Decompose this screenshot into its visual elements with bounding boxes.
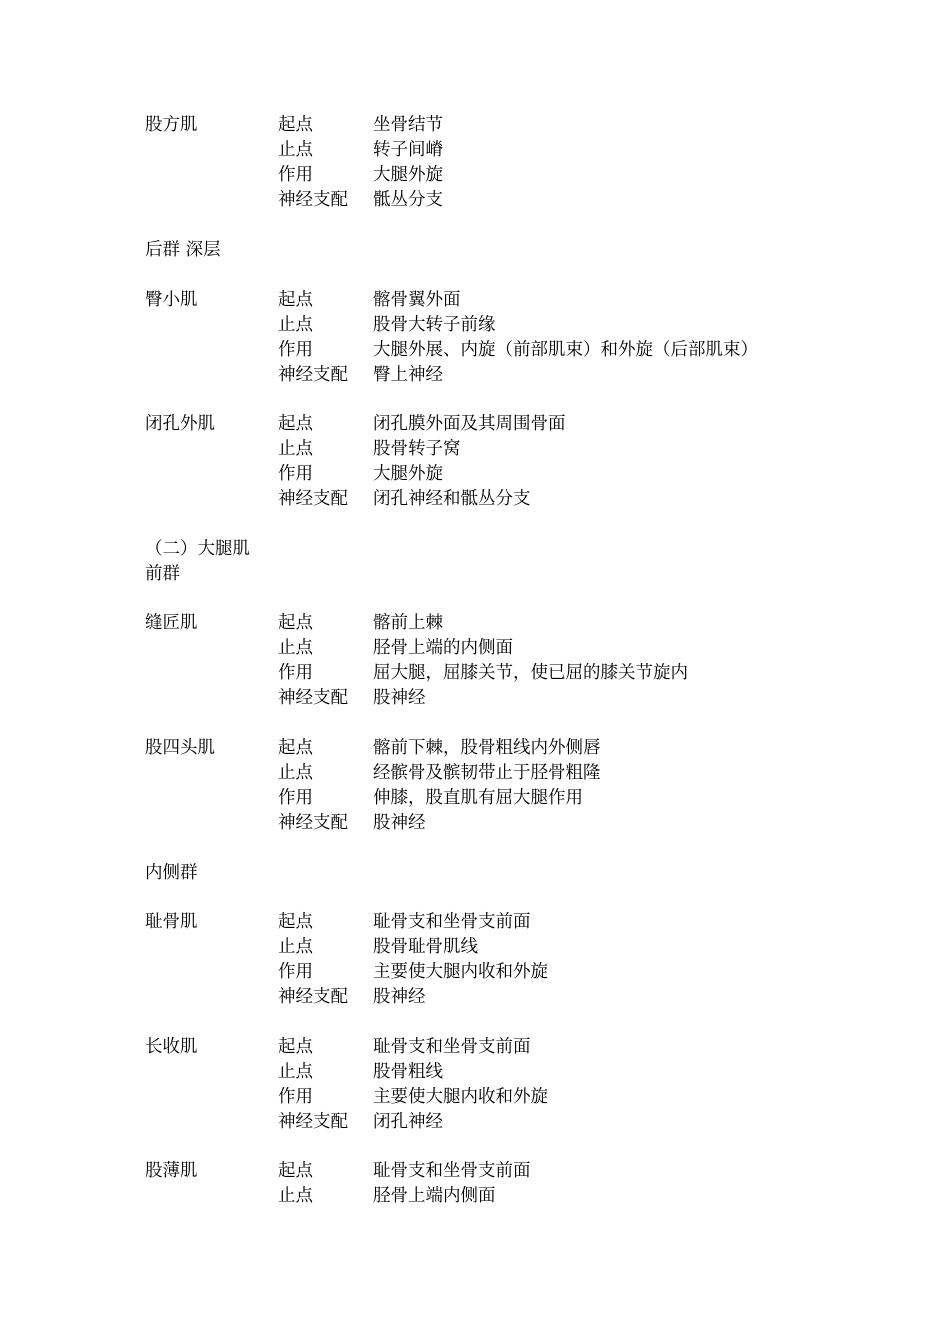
attribute-label: 起点 [278, 1037, 313, 1057]
attribute-label: 起点 [278, 414, 313, 434]
attribute-value: 髂前下棘，股骨粗线内外侧唇 [373, 738, 601, 758]
attribute-label: 起点 [278, 738, 313, 758]
muscle-name: 长收肌 [145, 1037, 198, 1057]
attribute-value: 耻骨支和坐骨支前面 [373, 1161, 531, 1181]
attribute-value: 股骨大转子前缘 [373, 315, 496, 335]
muscle-name: 闭孔外肌 [145, 414, 215, 434]
attribute-label: 起点 [278, 613, 313, 633]
attribute-value: 耻骨支和坐骨支前面 [373, 912, 531, 932]
attribute-label: 止点 [278, 763, 313, 783]
attribute-value: 主要使大腿内收和外旋 [373, 962, 548, 982]
attribute-value: 胫骨上端的内侧面 [373, 638, 513, 658]
attribute-label: 作用 [278, 1087, 313, 1107]
section-heading: （二）大腿肌 [145, 539, 250, 559]
attribute-value: 伸膝，股直肌有屈大腿作用 [373, 788, 583, 808]
attribute-value: 胫骨上端内侧面 [373, 1186, 496, 1206]
attribute-label: 起点 [278, 115, 313, 135]
attribute-label: 神经支配 [278, 813, 348, 833]
attribute-value: 臀上神经 [373, 365, 443, 385]
attribute-value: 骶丛分支 [373, 190, 443, 210]
muscle-name: 股薄肌 [145, 1161, 198, 1181]
attribute-value: 大腿外旋 [373, 464, 443, 484]
attribute-value: 经髌骨及髌韧带止于胫骨粗隆 [373, 763, 601, 783]
muscle-name: 股四头肌 [145, 738, 215, 758]
attribute-label: 起点 [278, 912, 313, 932]
attribute-value: 屈大腿，屈膝关节，使已屈的膝关节旋内 [373, 663, 688, 683]
section-heading: 前群 [145, 564, 180, 584]
attribute-value: 股神经 [373, 688, 426, 708]
attribute-label: 神经支配 [278, 987, 348, 1007]
attribute-value: 股神经 [373, 987, 426, 1007]
attribute-label: 神经支配 [278, 489, 348, 509]
attribute-label: 神经支配 [278, 1112, 348, 1132]
attribute-value: 股神经 [373, 813, 426, 833]
attribute-value: 股骨转子窝 [373, 439, 461, 459]
attribute-label: 止点 [278, 1186, 313, 1206]
attribute-label: 神经支配 [278, 688, 348, 708]
attribute-value: 闭孔神经 [373, 1112, 443, 1132]
attribute-value: 闭孔膜外面及其周围骨面 [373, 414, 566, 434]
attribute-label: 止点 [278, 638, 313, 658]
attribute-value: 股骨耻骨肌线 [373, 937, 478, 957]
muscle-name: 耻骨肌 [145, 912, 198, 932]
attribute-label: 止点 [278, 937, 313, 957]
muscle-name: 臀小肌 [145, 290, 198, 310]
attribute-label: 止点 [278, 315, 313, 335]
attribute-label: 起点 [278, 290, 313, 310]
attribute-value: 大腿外旋 [373, 165, 443, 185]
attribute-value: 髂骨翼外面 [373, 290, 461, 310]
section-heading: 后群 深层 [145, 240, 221, 260]
attribute-label: 止点 [278, 140, 313, 160]
attribute-label: 神经支配 [278, 365, 348, 385]
attribute-value: 耻骨支和坐骨支前面 [373, 1037, 531, 1057]
attribute-value: 股骨粗线 [373, 1062, 443, 1082]
attribute-value: 坐骨结节 [373, 115, 443, 135]
attribute-value: 髂前上棘 [373, 613, 443, 633]
attribute-label: 作用 [278, 962, 313, 982]
attribute-label: 起点 [278, 1161, 313, 1181]
attribute-label: 作用 [278, 464, 313, 484]
attribute-value: 大腿外展、内旋（前部肌束）和外旋（后部肌束） [373, 340, 758, 360]
attribute-label: 作用 [278, 165, 313, 185]
attribute-value: 转子间嵴 [373, 140, 443, 160]
attribute-label: 神经支配 [278, 190, 348, 210]
attribute-value: 闭孔神经和骶丛分支 [373, 489, 531, 509]
section-heading: 内侧群 [145, 863, 198, 883]
muscle-name: 股方肌 [145, 115, 198, 135]
muscle-name: 缝匠肌 [145, 613, 198, 633]
attribute-label: 止点 [278, 439, 313, 459]
attribute-label: 止点 [278, 1062, 313, 1082]
attribute-label: 作用 [278, 663, 313, 683]
attribute-label: 作用 [278, 788, 313, 808]
attribute-value: 主要使大腿内收和外旋 [373, 1087, 548, 1107]
attribute-label: 作用 [278, 340, 313, 360]
